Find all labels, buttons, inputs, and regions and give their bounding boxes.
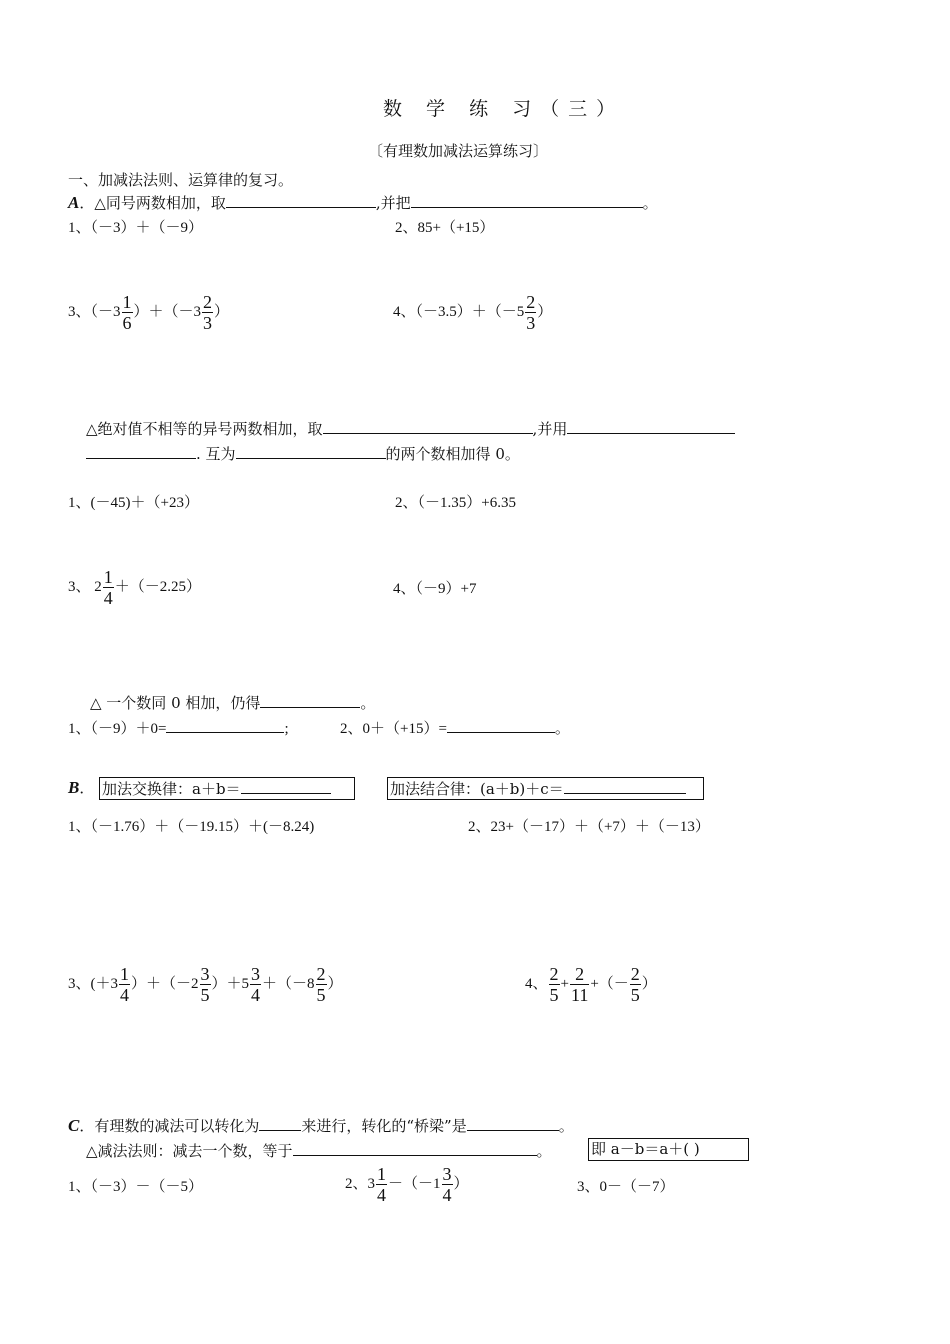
law-text: 加法交换律：a＋b＝ xyxy=(102,780,241,798)
denominator: 4 xyxy=(377,1185,387,1205)
denominator: 5 xyxy=(200,985,210,1005)
problem-a4 xyxy=(393,292,552,333)
rule-text: 。 xyxy=(536,1142,552,1160)
expr-text: ）＋5 xyxy=(211,975,250,992)
expr-text: 3、 2 xyxy=(68,578,102,595)
answer-blank[interactable] xyxy=(241,779,331,794)
associative-law-box xyxy=(387,777,704,800)
denominator: 5 xyxy=(316,985,326,1005)
numerator: 1 xyxy=(377,1164,387,1184)
denominator: 4 xyxy=(251,985,261,1005)
denominator: 3 xyxy=(203,313,213,333)
expr-text: 2、3 xyxy=(345,1175,376,1192)
subtraction-rule xyxy=(86,1141,552,1160)
law-text: 加法结合律：(a＋b)＋c＝ xyxy=(390,780,564,798)
fraction xyxy=(570,964,589,1005)
section-a-rule xyxy=(68,193,658,212)
rule-text: ,并用 xyxy=(532,420,568,438)
expr-text: ） xyxy=(453,1175,469,1192)
problem-c1: 1、（－3）－（－5） xyxy=(68,1179,204,1195)
denominator: 3 xyxy=(526,313,536,333)
fraction xyxy=(119,964,130,1005)
problem-a-q4: 4、（－9）+7 xyxy=(393,581,477,597)
answer-blank[interactable] xyxy=(259,1116,301,1131)
expr-text: 4、 xyxy=(525,975,548,992)
numerator: 3 xyxy=(200,964,210,984)
denominator: 4 xyxy=(120,985,129,1005)
problem-a3 xyxy=(68,292,229,333)
denominator: 5 xyxy=(549,985,559,1005)
expr-text: ）＋（－2 xyxy=(131,975,199,992)
fraction xyxy=(200,964,211,1005)
commutative-law-box xyxy=(99,777,355,800)
answer-blank[interactable] xyxy=(293,1141,537,1156)
expr-text: ; xyxy=(284,721,289,737)
rule-opposite-signs-line2 xyxy=(86,444,520,463)
expr-text: + xyxy=(560,975,569,992)
expr-text: ） xyxy=(327,975,343,992)
expr-text: 1、（－9）＋0= xyxy=(68,721,167,737)
subtraction-identity-box: 即 a－b＝a＋( ) xyxy=(588,1138,749,1161)
rule-text: △减法法则：减去一个数，等于 xyxy=(86,1142,293,1160)
fraction xyxy=(630,964,641,1005)
numerator: 2 xyxy=(549,964,559,984)
section-one-heading: 一、加减法法则、运算律的复习。 xyxy=(68,171,294,189)
expr-text: －（－1 xyxy=(388,1175,441,1192)
answer-blank[interactable] xyxy=(411,193,643,208)
section-b-letter: B xyxy=(68,778,80,797)
rule-text: 的两个数相加得 0。 xyxy=(385,445,520,463)
rule-text: △绝对值不相等的异号两数相加，取 xyxy=(86,420,323,438)
problem-c2 xyxy=(345,1164,469,1205)
expr-text: 2、0＋（+15）= xyxy=(340,721,447,737)
expr-text: ） xyxy=(214,303,230,320)
answer-blank[interactable] xyxy=(567,419,735,434)
problem-b2: 2、23+（－17）＋（+7）＋（－13） xyxy=(468,819,710,835)
problem-a-q2: 2、（－1.35）+6.35 xyxy=(395,495,516,511)
answer-blank[interactable] xyxy=(447,718,555,733)
fraction xyxy=(376,1164,387,1205)
fraction xyxy=(316,964,327,1005)
answer-blank[interactable] xyxy=(226,193,376,208)
denominator: 5 xyxy=(630,985,640,1005)
denominator: 4 xyxy=(442,1185,452,1205)
problem-b4 xyxy=(525,964,657,1005)
rule-text: ．△同号两数相加，取 xyxy=(79,194,226,212)
problem-zero-2 xyxy=(340,718,570,738)
expr-text: +（－ xyxy=(590,975,629,992)
fraction xyxy=(250,964,261,1005)
expr-text: ） xyxy=(537,303,553,320)
rule-text: . 互为 xyxy=(196,445,236,463)
problem-b1: 1、（－1.76）＋（－19.15）＋(－8.24) xyxy=(68,819,315,835)
answer-blank[interactable] xyxy=(564,779,686,794)
expr-text: 。 xyxy=(554,721,570,737)
section-c-rule xyxy=(68,1116,574,1135)
problem-zero-1 xyxy=(68,718,289,738)
page-title: 数 学 练 习（三） xyxy=(383,98,625,120)
fraction xyxy=(549,964,560,1005)
numerator: 3 xyxy=(251,964,261,984)
denominator: 11 xyxy=(570,985,589,1005)
numerator: 2 xyxy=(203,292,213,312)
numerator: 2 xyxy=(575,964,585,984)
answer-blank[interactable] xyxy=(260,693,360,708)
numerator: 2 xyxy=(526,292,536,312)
expr-text: ）＋（－3 xyxy=(133,303,202,320)
problem-b3 xyxy=(68,964,343,1005)
numerator: 1 xyxy=(103,567,113,587)
problem-a2: 2、85+（+15） xyxy=(395,220,495,236)
section-c-letter: C xyxy=(68,1116,80,1135)
problem-a-q3 xyxy=(68,567,201,608)
fraction xyxy=(442,1164,453,1205)
rule-text: ． xyxy=(79,779,95,797)
problem-a1: 1、（－3）＋（－9） xyxy=(68,220,204,236)
expr-text: ＋（－8 xyxy=(262,975,315,992)
problem-c3: 3、0－（－7） xyxy=(577,1179,675,1195)
answer-blank[interactable] xyxy=(166,718,284,733)
fraction xyxy=(103,567,114,608)
expr-text: ＋（－2.25） xyxy=(114,578,202,595)
expr-text: 3、(＋3 xyxy=(68,975,118,992)
rule-opposite-signs xyxy=(86,419,735,438)
section-b-label xyxy=(68,779,94,797)
fraction xyxy=(525,292,536,333)
numerator: 2 xyxy=(630,964,640,984)
rule-text: 。 xyxy=(558,1117,574,1135)
section-a-letter: A xyxy=(68,193,80,212)
rule-text: △ 一个数同 0 相加，仍得 xyxy=(90,694,261,712)
expr-text: 3、（－3 xyxy=(68,303,121,320)
denominator: 6 xyxy=(122,313,132,333)
answer-blank[interactable] xyxy=(467,1116,559,1131)
expr-text: 4、（－3.5）＋（－5 xyxy=(393,303,525,320)
expr-text: ） xyxy=(641,975,657,992)
rule-add-zero xyxy=(90,693,375,712)
numerator: 1 xyxy=(120,964,129,984)
rule-text: 。 xyxy=(642,194,658,212)
page-subtitle: 〔有理数加减法运算练习〕 xyxy=(368,142,549,160)
problem-a-q1: 1、(－45)＋（+23） xyxy=(68,495,199,511)
rule-text: ,并把 xyxy=(375,194,411,212)
rule-text: ．有理数的减法可以转化为 xyxy=(79,1117,260,1135)
rule-text: 来进行，转化的“桥梁”是 xyxy=(301,1117,467,1135)
denominator: 4 xyxy=(103,588,113,608)
fraction xyxy=(122,292,133,333)
answer-blank[interactable] xyxy=(323,419,533,434)
answer-blank[interactable] xyxy=(236,444,386,459)
fraction xyxy=(202,292,213,333)
numerator: 1 xyxy=(122,292,132,312)
numerator: 2 xyxy=(316,964,326,984)
rule-text: 。 xyxy=(360,694,376,712)
answer-blank[interactable] xyxy=(86,444,196,459)
numerator: 3 xyxy=(442,1164,452,1184)
